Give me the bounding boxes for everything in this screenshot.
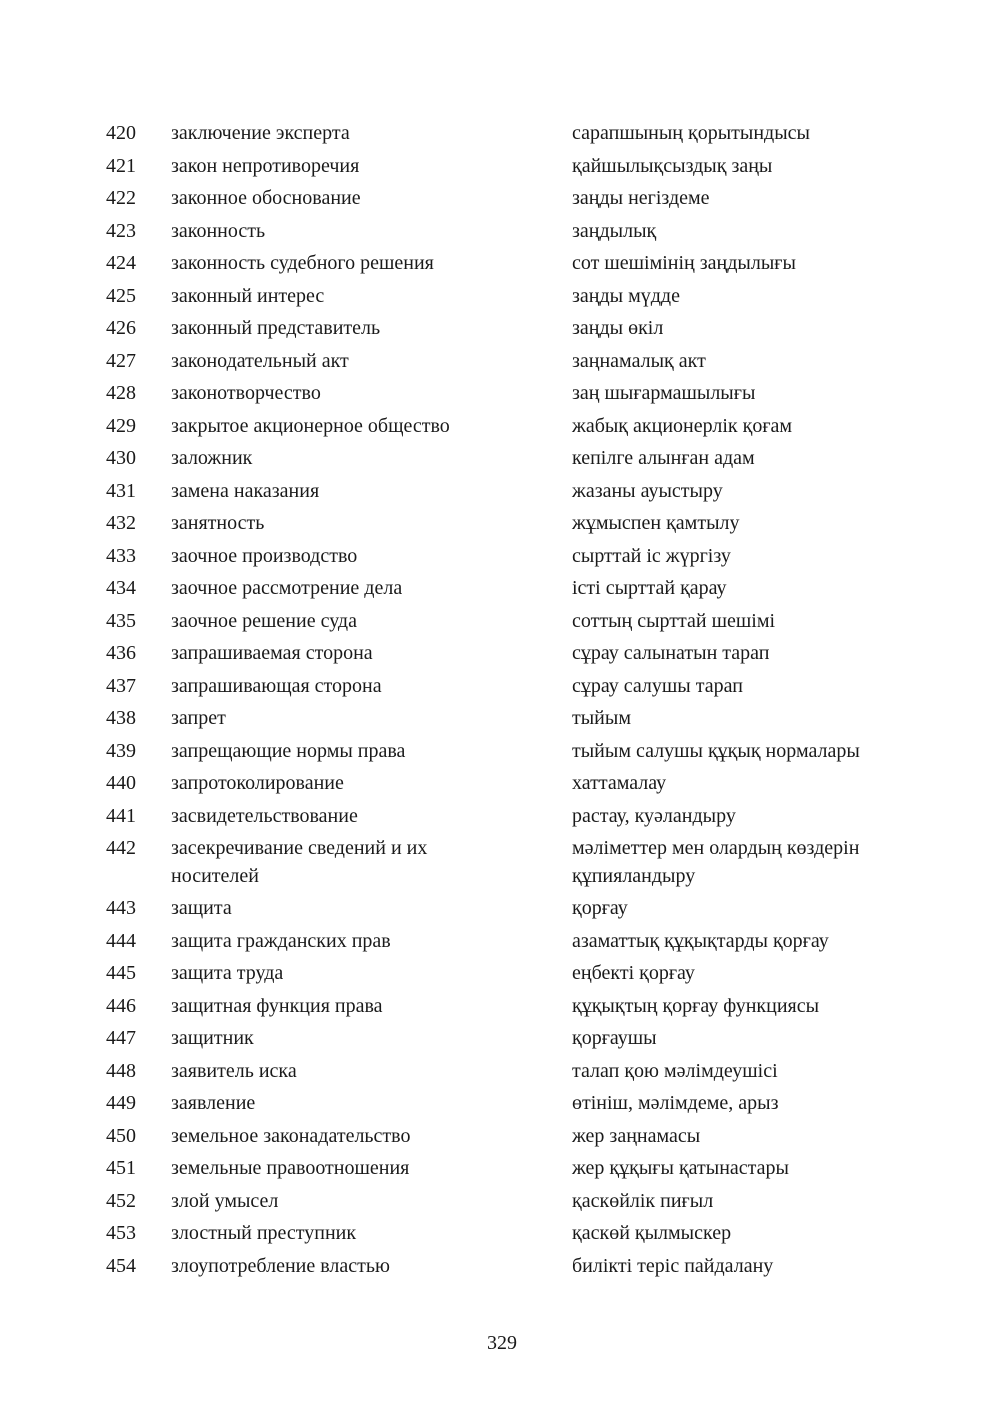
entry-number: 421 xyxy=(106,154,136,177)
glossary-row xyxy=(0,1055,1004,1088)
glossary-row xyxy=(0,117,1004,150)
russian-term: заочное производство xyxy=(171,544,358,567)
kazakh-term: жұмыспен қамтылу xyxy=(572,512,740,534)
russian-term: заключение эксперта xyxy=(171,122,350,144)
kazakh-term: істі сырттай қарау xyxy=(572,577,727,599)
glossary-row xyxy=(0,767,1004,800)
glossary-row xyxy=(0,990,1004,1023)
entry-number: 438 xyxy=(106,707,136,729)
kazakh-term: қорғау xyxy=(572,897,628,919)
glossary-row xyxy=(0,1120,1004,1153)
glossary-row xyxy=(0,280,1004,313)
russian-term: земельные правоотношения xyxy=(171,1157,410,1179)
russian-term: законный представитель xyxy=(171,317,381,339)
russian-term: защитник xyxy=(171,1027,254,1049)
entry-number: 423 xyxy=(106,219,136,242)
glossary-row xyxy=(0,702,1004,735)
kazakh-term: заң шығармашылығы xyxy=(572,382,756,404)
glossary-row xyxy=(0,182,1004,215)
glossary-row xyxy=(0,1152,1004,1185)
glossary-row xyxy=(0,637,1004,670)
kazakh-term: хаттамалау xyxy=(572,772,667,794)
kazakh-term: мәліметтер мен олардың көздерін құпияландыру xyxy=(572,837,860,887)
russian-term: заочное рассмотрение дела xyxy=(171,577,403,599)
russian-term: законное обоснование xyxy=(171,187,361,209)
entry-number: 425 xyxy=(106,284,136,307)
russian-term: злой умысел xyxy=(171,1189,279,1212)
entry-number: 430 xyxy=(106,447,136,469)
entry-number: 433 xyxy=(106,544,136,567)
russian-term: законотворчество xyxy=(171,382,321,404)
russian-term: закрытое акционерное общество xyxy=(171,414,450,437)
entry-number: 427 xyxy=(106,349,136,372)
kazakh-term: сұрау салушы тарап xyxy=(572,674,743,697)
russian-term: запрет xyxy=(171,707,226,729)
kazakh-term: қаскөйлік пиғыл xyxy=(572,1189,714,1212)
entry-number: 429 xyxy=(106,414,136,437)
russian-term: запрашиваемая сторона xyxy=(171,642,373,664)
russian-term: замена наказания xyxy=(171,479,320,502)
glossary-row xyxy=(0,410,1004,443)
entry-number: 445 xyxy=(106,962,136,984)
kazakh-term: сұрау салынатын тарап xyxy=(572,642,770,664)
kazakh-term: сарапшының қорытындысы xyxy=(572,122,810,144)
glossary-row xyxy=(0,892,1004,925)
entry-number: 435 xyxy=(106,609,136,632)
kazakh-term: өтініш, мәлімдеме, арыз xyxy=(572,1092,779,1114)
entry-number: 434 xyxy=(106,577,136,599)
kazakh-term: еңбекті қорғау xyxy=(572,962,695,984)
kazakh-term: жер құқығы қатынастары xyxy=(572,1157,789,1179)
kazakh-term: сырттай іс жүргізу xyxy=(572,544,731,567)
entry-number: 454 xyxy=(106,1254,136,1277)
kazakh-term: тыйым xyxy=(572,707,631,729)
entry-number: 426 xyxy=(106,317,136,339)
entry-number: 424 xyxy=(106,252,136,274)
glossary-row xyxy=(0,1217,1004,1250)
kazakh-term: қаскөй қылмыскер xyxy=(572,1222,732,1244)
entry-number: 422 xyxy=(106,187,136,209)
glossary-row xyxy=(0,247,1004,280)
entry-number: 444 xyxy=(106,929,136,952)
russian-term: заочное решение суда xyxy=(171,609,357,632)
kazakh-term: жазаны ауыстыру xyxy=(572,479,723,502)
glossary-row xyxy=(0,442,1004,475)
glossary-row xyxy=(0,540,1004,573)
russian-term: законный интерес xyxy=(171,284,325,307)
glossary-row xyxy=(0,345,1004,378)
kazakh-term: заңдылық xyxy=(572,219,657,242)
entry-number: 449 xyxy=(106,1092,136,1114)
entry-number: 440 xyxy=(106,772,136,794)
russian-term: запротоколирование xyxy=(171,772,344,794)
glossary-row xyxy=(0,475,1004,508)
russian-term: засвидетельствование xyxy=(171,804,358,827)
russian-term: защитная функция права xyxy=(171,994,383,1017)
entry-number: 442 xyxy=(106,837,136,859)
russian-term: заявитель иска xyxy=(171,1059,297,1082)
entry-number: 432 xyxy=(106,512,136,534)
glossary-row xyxy=(0,150,1004,183)
glossary-row xyxy=(0,832,1004,892)
entry-number: 452 xyxy=(106,1189,136,1212)
glossary-row xyxy=(0,507,1004,540)
glossary-row xyxy=(0,312,1004,345)
russian-term: запрашивающая сторона xyxy=(171,674,382,697)
kazakh-term: растау, куәландыру xyxy=(572,804,736,827)
glossary-row xyxy=(0,735,1004,768)
entry-number: 453 xyxy=(106,1222,136,1244)
kazakh-term: заңды мүдде xyxy=(572,284,680,307)
glossary-row xyxy=(0,925,1004,958)
glossary-row xyxy=(0,572,1004,605)
russian-term: защита xyxy=(171,897,232,919)
glossary-row xyxy=(0,670,1004,703)
russian-term: запрещающие нормы права xyxy=(171,739,406,762)
page-number: 329 xyxy=(487,1332,517,1354)
kazakh-term: тыйым салушы құқық нормалары xyxy=(572,739,860,762)
kazakh-term: заңнамалық акт xyxy=(572,349,706,372)
glossary-row xyxy=(0,800,1004,833)
russian-term: закон непротиворечия xyxy=(171,154,360,177)
entry-number: 436 xyxy=(106,642,136,664)
kazakh-term: қорғаушы xyxy=(572,1027,657,1049)
russian-term: законодательный акт xyxy=(171,349,349,372)
russian-term: заявление xyxy=(171,1092,256,1114)
entry-number: 447 xyxy=(106,1027,136,1049)
entry-number: 448 xyxy=(106,1059,136,1082)
glossary-list xyxy=(0,117,1004,1282)
kazakh-term: құқықтың қорғау функциясы xyxy=(572,994,820,1017)
russian-term: заложник xyxy=(171,447,253,469)
entry-number: 443 xyxy=(106,897,136,919)
kazakh-term: қайшылықсыздық заңы xyxy=(572,154,773,177)
entry-number: 451 xyxy=(106,1157,136,1179)
kazakh-term: талап қою мәлімдеушісі xyxy=(572,1059,778,1082)
russian-term: защита труда xyxy=(171,962,284,984)
russian-term: земельное законадательство xyxy=(171,1124,411,1147)
russian-term: законность судебного решения xyxy=(171,252,434,274)
kazakh-term: заңды негіздеме xyxy=(572,187,710,209)
russian-term: засекречивание сведений и их носителей xyxy=(171,837,428,887)
entry-number: 437 xyxy=(106,674,136,697)
kazakh-term: соттың сырттай шешімі xyxy=(572,609,776,632)
entry-number: 446 xyxy=(106,994,136,1017)
russian-term: занятность xyxy=(171,512,265,534)
entry-number: 428 xyxy=(106,382,136,404)
entry-number: 441 xyxy=(106,804,136,827)
glossary-row xyxy=(0,1022,1004,1055)
glossary-row xyxy=(0,377,1004,410)
kazakh-term: азаматтық құқықтарды қорғау xyxy=(572,929,829,952)
entry-number: 420 xyxy=(106,122,136,144)
entry-number: 431 xyxy=(106,479,136,502)
russian-term: законность xyxy=(171,219,266,242)
kazakh-term: сот шешімінің заңдылығы xyxy=(572,252,796,274)
russian-term: защита гражданских прав xyxy=(171,929,391,952)
glossary-row xyxy=(0,1087,1004,1120)
glossary-row xyxy=(0,215,1004,248)
russian-term: злоупотребление властью xyxy=(171,1254,390,1277)
entry-number: 450 xyxy=(106,1124,136,1147)
glossary-row xyxy=(0,957,1004,990)
glossary-row xyxy=(0,1185,1004,1218)
russian-term: злостный преступник xyxy=(171,1222,357,1244)
kazakh-term: жер заңнамасы xyxy=(572,1124,701,1147)
kazakh-term: билікті теріс пайдалану xyxy=(572,1254,774,1277)
glossary-row xyxy=(0,1250,1004,1283)
kazakh-term: заңды өкіл xyxy=(572,317,664,339)
entry-number: 439 xyxy=(106,739,136,762)
glossary-row xyxy=(0,605,1004,638)
kazakh-term: кепілге алынған адам xyxy=(572,447,755,469)
kazakh-term: жабық акционерлік қоғам xyxy=(572,414,793,437)
